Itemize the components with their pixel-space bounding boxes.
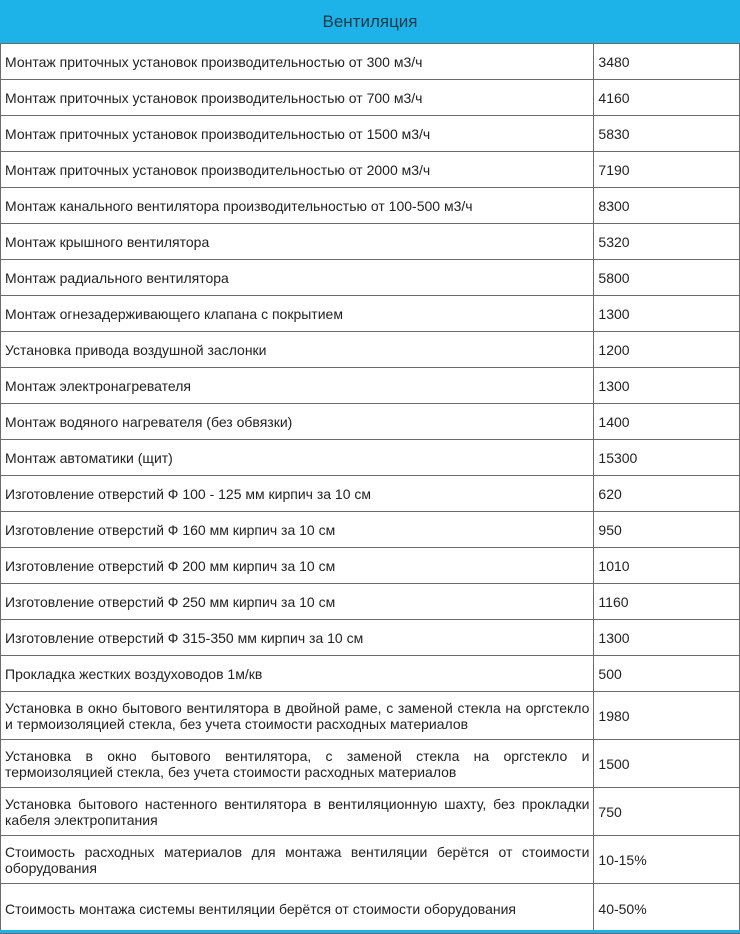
service-name: Стоимость монтажа системы вентиляции берётся от стоимости оборудования	[1, 884, 594, 934]
table-row	[1, 788, 740, 836]
service-name: Монтаж водяного нагревателя (без обвязки)	[1, 404, 594, 440]
service-price: 15300	[594, 440, 740, 476]
service-price: 5830	[594, 116, 740, 152]
table-row	[1, 440, 740, 476]
table-row	[1, 296, 740, 332]
service-name: Монтаж приточных установок производительностью от 2000 м3/ч	[1, 152, 594, 188]
service-name: Монтаж приточных установок производительностью от 300 м3/ч	[1, 44, 594, 80]
service-price: 1980	[594, 692, 740, 740]
table-row	[1, 512, 740, 548]
service-name: Изготовление отверстий Ф 160 мм кирпич за 10 см	[1, 512, 594, 548]
service-price: 620	[594, 476, 740, 512]
service-price: 5800	[594, 260, 740, 296]
table-row	[1, 368, 740, 404]
service-price: 5320	[594, 224, 740, 260]
table-row	[1, 620, 740, 656]
service-name: Установка в окно бытового вентилятора в двойной раме, с заменой стекла на оргстекло и термоизоляцией стекла, без учета стоимости расходных материалов	[1, 692, 594, 740]
service-price: 1300	[594, 296, 740, 332]
table-row	[1, 404, 740, 440]
price-table	[0, 43, 740, 934]
section-title: Вентиляция	[0, 0, 740, 43]
table-row	[1, 188, 740, 224]
service-name: Монтаж автоматики (щит)	[1, 440, 594, 476]
table-row	[1, 476, 740, 512]
table-row	[1, 152, 740, 188]
table-row	[1, 224, 740, 260]
service-price: 750	[594, 788, 740, 836]
service-price: 1300	[594, 368, 740, 404]
service-price: 4160	[594, 80, 740, 116]
service-name: Изготовление отверстий Ф 200 мм кирпич за 10 см	[1, 548, 594, 584]
service-name: Монтаж крышного вентилятора	[1, 224, 594, 260]
service-name: Изготовление отверстий Ф 100 - 125 мм кирпич за 10 см	[1, 476, 594, 512]
service-name: Установка в окно бытового вентилятора, с заменой стекла на оргстекло и термоизоляцией стекла, без учета стоимости расходных материалов	[1, 740, 594, 788]
service-name: Прокладка жестких воздуховодов 1м/кв	[1, 656, 594, 692]
service-price: 1300	[594, 620, 740, 656]
service-name: Монтаж радиального вентилятора	[1, 260, 594, 296]
service-name: Изготовление отверстий Ф 315-350 мм кирпич за 10 см	[1, 620, 594, 656]
service-price: 1200	[594, 332, 740, 368]
table-row	[1, 332, 740, 368]
service-price: 1160	[594, 584, 740, 620]
service-price: 500	[594, 656, 740, 692]
service-name: Монтаж канального вентилятора производительностью от 100-500 м3/ч	[1, 188, 594, 224]
table-row	[1, 584, 740, 620]
table-row	[1, 116, 740, 152]
table-row	[1, 548, 740, 584]
table-row	[1, 260, 740, 296]
service-price: 1010	[594, 548, 740, 584]
service-name: Монтаж электронагревателя	[1, 368, 594, 404]
table-row	[1, 80, 740, 116]
service-name: Монтаж огнезадерживающего клапана с покрытием	[1, 296, 594, 332]
service-name: Монтаж приточных установок производительностью от 700 м3/ч	[1, 80, 594, 116]
table-row	[1, 740, 740, 788]
table-row	[1, 692, 740, 740]
service-price: 7190	[594, 152, 740, 188]
service-price: 3480	[594, 44, 740, 80]
service-price: 40-50%	[594, 884, 740, 934]
service-name: Монтаж приточных установок производительностью от 1500 м3/ч	[1, 116, 594, 152]
service-name: Установка бытового настенного вентилятора в вентиляционную шахту, без прокладки кабеля электропитания	[1, 788, 594, 836]
service-name: Изготовление отверстий Ф 250 мм кирпич за 10 см	[1, 584, 594, 620]
table-row	[1, 884, 740, 934]
service-price: 950	[594, 512, 740, 548]
table-row	[1, 836, 740, 884]
service-price: 8300	[594, 188, 740, 224]
service-price: 1500	[594, 740, 740, 788]
service-name: Установка привода воздушной заслонки	[1, 332, 594, 368]
table-row	[1, 656, 740, 692]
service-price: 1400	[594, 404, 740, 440]
service-name: Стоимость расходных материалов для монтажа вентиляции берётся от стоимости оборудования	[1, 836, 594, 884]
service-price: 10-15%	[594, 836, 740, 884]
table-row	[1, 44, 740, 80]
